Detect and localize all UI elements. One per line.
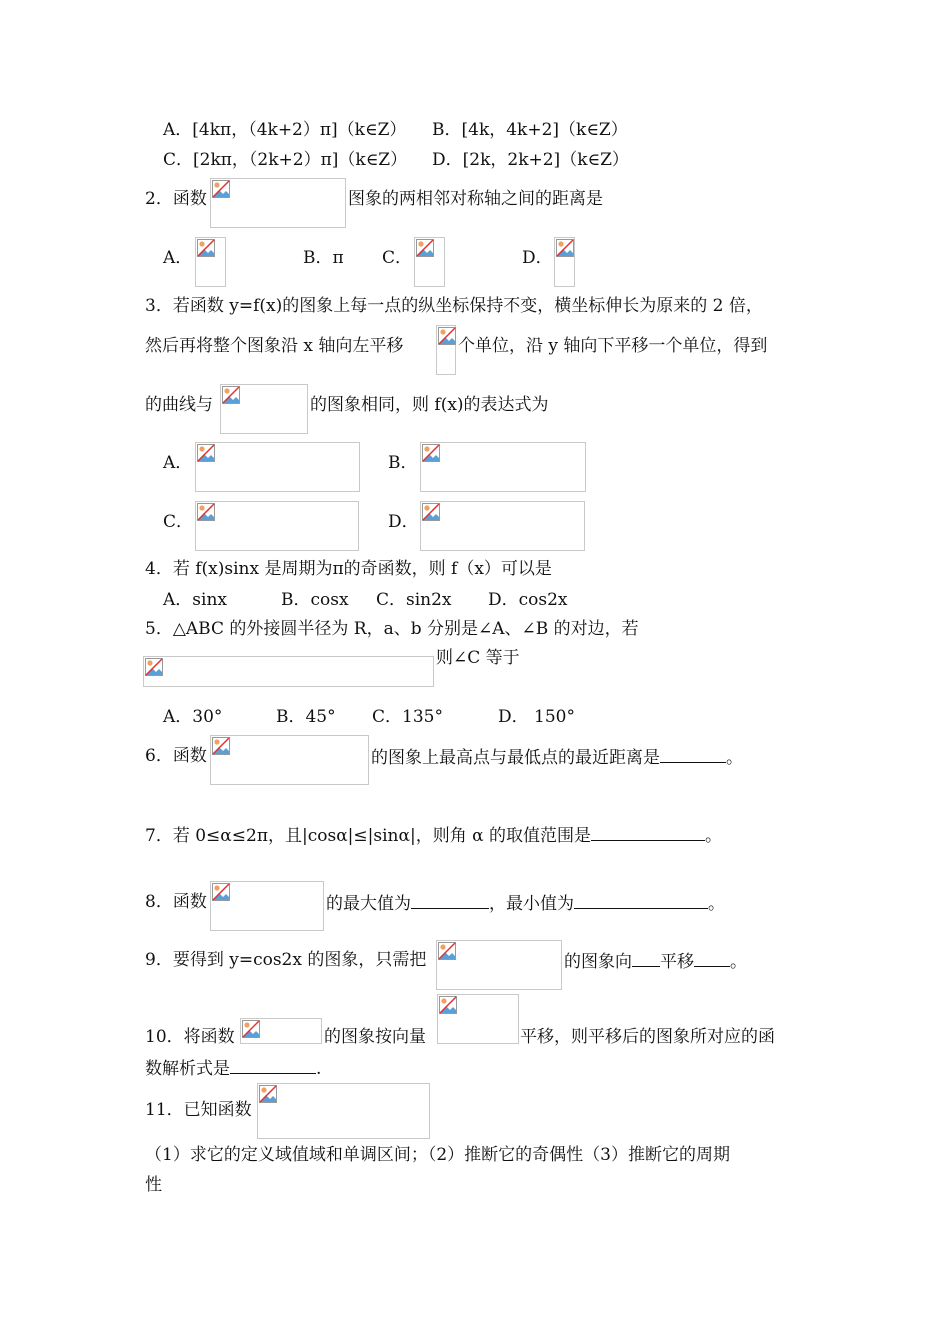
q4-stem: 4．若 f(x)sinx 是周期为π的奇函数，则 f（x）可以是 [145, 559, 552, 579]
q4-option-c: C．sin2x [376, 590, 452, 610]
broken-image-icon [438, 327, 456, 345]
q10-vector-image [437, 994, 519, 1044]
q4-option-a: A．sinx [163, 590, 227, 610]
broken-image-icon [556, 239, 574, 257]
q2-prefix: 2．函数 [145, 189, 207, 209]
q10-function-image [240, 1018, 322, 1044]
q6-function-image [210, 735, 369, 785]
q11-prefix: 11．已知函数 [145, 1100, 252, 1120]
q2-option-b: B．π [303, 248, 344, 268]
q11-line2: （1）求它的定义域值域和单调区间；（2）推断它的奇偶性（3）推断它的周期 [145, 1145, 730, 1165]
q5-option-b: B．45° [276, 707, 336, 727]
q9-shift-blank[interactable] [694, 948, 730, 967]
q6-suffix-line [371, 744, 743, 770]
broken-image-icon [422, 444, 440, 462]
q1-option-c: C．[2kπ，（2k+2）π]（k∈Z） [163, 150, 408, 170]
q5-option-a: A．30° [163, 707, 223, 727]
q5-condition-image [143, 656, 434, 687]
q5-line1: 5．△ABC 的外接圆半径为 R，a、b 分别是∠A、∠B 的对边，若 [145, 619, 639, 639]
q3-option-b-image [420, 442, 586, 492]
q5-option-c: C．135° [372, 707, 443, 727]
broken-image-icon [439, 996, 457, 1014]
q10-line2 [145, 1055, 321, 1081]
q2-suffix: 图象的两相邻对称轴之间的距离是 [348, 189, 603, 209]
q3-option-c-label: C． [163, 512, 194, 532]
q6-prefix: 6．函数 [145, 746, 207, 766]
broken-image-icon [438, 942, 456, 960]
q3-line2-suffix: 个单位，沿 y 轴向下平移一个单位，得到 [458, 336, 768, 356]
broken-image-icon [222, 386, 240, 404]
broken-image-icon [197, 503, 215, 521]
q10-suffix: 平移，则平移后的图象所对应的函 [520, 1027, 775, 1047]
q9-suffix-line [564, 948, 747, 974]
q8-max-blank[interactable] [411, 890, 489, 909]
q6-end: 。 [726, 748, 743, 768]
q2-option-d-image [554, 237, 575, 287]
broken-image-icon [212, 180, 230, 198]
q3-option-a-image [195, 442, 360, 492]
q7-end: 。 [704, 826, 722, 846]
q6-suffix: 的图象上最高点与最低点的最近距离是 [371, 748, 660, 768]
q9-shift-label: 平移 [660, 952, 694, 972]
q2-option-c-label: C． [382, 248, 413, 268]
q7-stem: 7．若 0≤α≤2π，且|cosα|≤|sinα|，则角 α 的取值范围是 [145, 826, 591, 846]
q10-prefix: 10．将函数 [145, 1027, 235, 1047]
q8-min-label: ，最小值为 [489, 894, 574, 914]
q8-prefix: 8．函数 [145, 892, 207, 912]
q6-answer-blank[interactable] [660, 744, 726, 763]
q2-option-a-label: A． [163, 248, 193, 268]
q4-option-d: D．cos2x [488, 590, 568, 610]
q10-mid: 的图象按向量 [324, 1027, 426, 1047]
q8-function-image [210, 881, 324, 931]
q10-line2-text: 数解析式是 [145, 1059, 230, 1079]
q11-line3: 性 [145, 1175, 162, 1195]
q7-line [145, 822, 722, 848]
broken-image-icon [197, 239, 215, 257]
q8-max-label: 的最大值为 [326, 894, 411, 914]
q3-option-a-label: A． [163, 453, 193, 473]
q9-prefix: 9．要得到 y=cos2x 的图象，只需把 [145, 950, 427, 970]
q1-option-b: B．[4k，4k+2]（k∈Z） [432, 120, 628, 140]
q3-option-d-label: D． [388, 512, 419, 532]
broken-image-icon [212, 883, 230, 901]
broken-image-icon [422, 503, 440, 521]
q9-direction-blank[interactable] [632, 948, 660, 967]
broken-image-icon [197, 444, 215, 462]
q5-line2-suffix: 则∠C 等于 [436, 648, 520, 668]
q10-answer-blank[interactable] [230, 1055, 316, 1074]
broken-image-icon [242, 1020, 260, 1038]
q2-option-a-image [195, 237, 226, 287]
q2-formula-image [210, 178, 346, 228]
q9-end: 。 [730, 952, 747, 972]
q1-option-d: D．[2k，2k+2]（k∈Z） [432, 150, 629, 170]
q9-function-image [436, 940, 562, 990]
q3-option-d-image [420, 501, 585, 551]
broken-image-icon [212, 737, 230, 755]
q5-option-d: D． 150° [498, 707, 575, 727]
broken-image-icon [259, 1085, 277, 1103]
q10-end: . [316, 1059, 322, 1079]
q11-function-image [257, 1083, 430, 1139]
q9-direction-label: 的图象向 [564, 952, 632, 972]
q3-line3-suffix: 的图象相同，则 f(x)的表达式为 [310, 395, 549, 415]
q3-shift-image [436, 325, 456, 375]
q8-min-blank[interactable] [574, 890, 708, 909]
q2-option-d-label: D． [522, 248, 553, 268]
q3-line2-prefix: 然后再将整个图象沿 x 轴向左平移 [145, 336, 404, 356]
q1-option-a: A．[4kπ，（4k+2）π]（k∈Z） [163, 120, 407, 140]
q3-line1: 3．若函数 y=f(x)的图象上每一点的纵坐标保持不变，横坐标伸长为原来的 2 倍， [145, 296, 763, 316]
broken-image-icon [145, 658, 163, 676]
broken-image-icon [416, 239, 434, 257]
q3-option-c-image [195, 501, 359, 551]
q4-option-b: B．cosx [281, 590, 349, 610]
q3-option-b-label: B． [388, 453, 418, 473]
q3-line3-prefix: 的曲线与 [145, 395, 213, 415]
q7-answer-blank[interactable] [591, 822, 705, 841]
q8-suffix-line [326, 890, 725, 916]
q8-end: 。 [708, 894, 725, 914]
q2-option-c-image [414, 237, 445, 287]
q3-curve-image [220, 384, 308, 434]
